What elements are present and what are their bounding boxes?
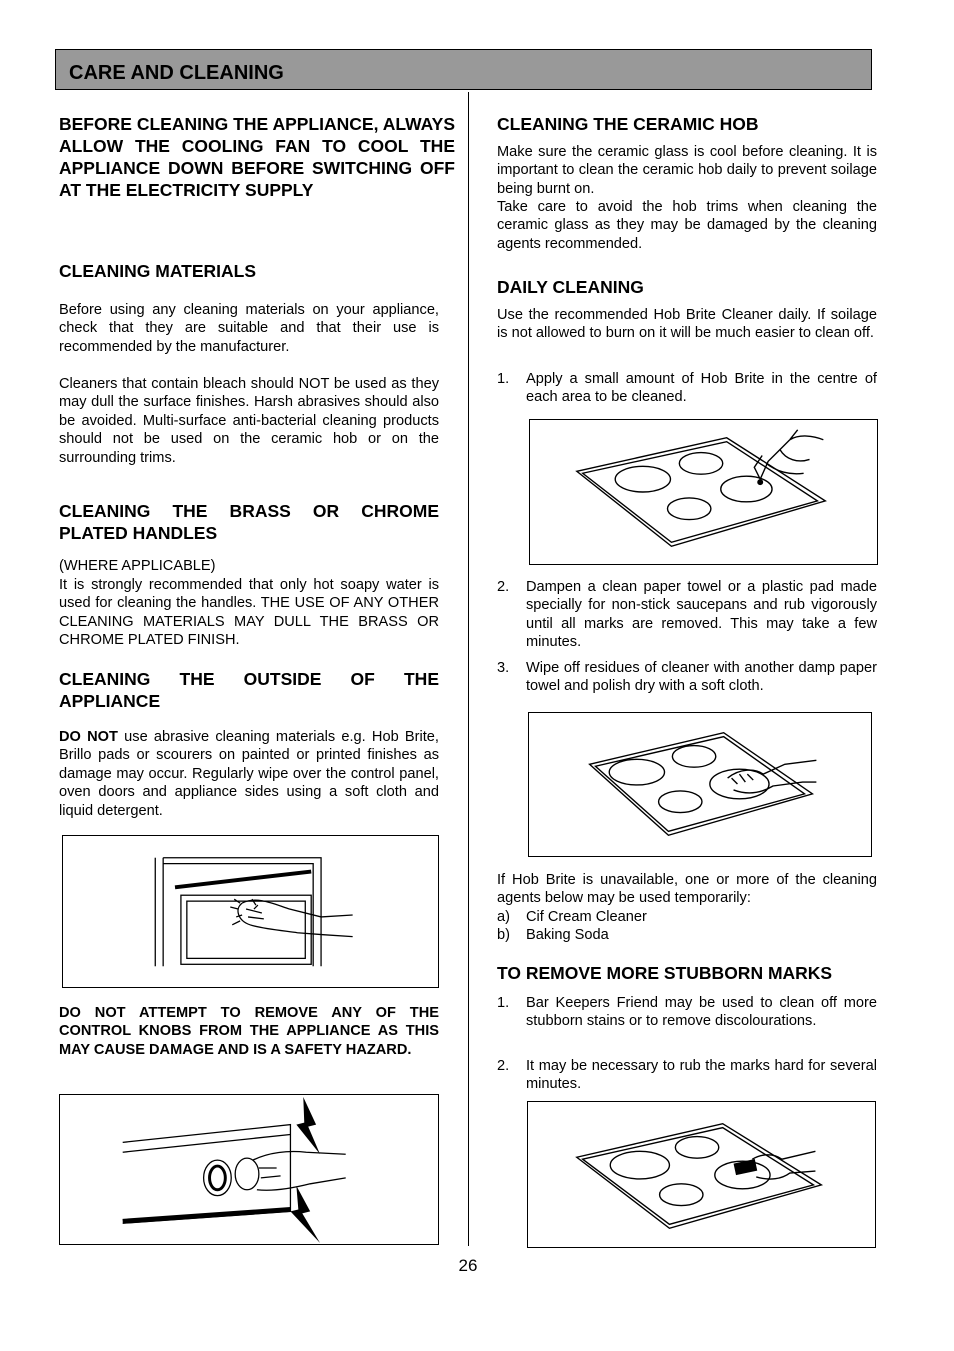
alternative-cleaner-b-label: b) <box>497 927 510 943</box>
stubborn-step-1 <box>497 994 877 1031</box>
cooling-fan-warning: BEFORE CLEANING THE APPLIANCE, ALWAYS ALLOW THE COOLING FAN TO COOL THE APPLIANCE DOWN BEFORE SWITCHING OFF AT THE ELECTRICITY SUPPLY <box>59 114 455 200</box>
daily-step-1-number: 1. <box>497 371 510 387</box>
alternative-cleaner-b-text: Baking Soda <box>526 927 609 943</box>
cleaning-materials-heading: CLEANING MATERIALS <box>59 261 257 281</box>
ceramic-hob-heading: CLEANING THE CERAMIC HOB <box>497 114 759 134</box>
hob-polish-illustration <box>528 712 872 857</box>
page-title: CARE AND CLEANING <box>69 62 284 84</box>
stubborn-step-1-text: Bar Keepers Friend may be used to clean off more stubborn stains or to remove discolourations. <box>526 995 877 1030</box>
alternative-cleaner-a-text: Cif Cream Cleaner <box>526 909 647 925</box>
do-not-emphasis: DO NOT <box>59 729 118 745</box>
daily-step-1 <box>497 370 877 407</box>
daily-step-3-text: Wipe off residues of cleaner with another damp paper towel and polish dry with a soft cloth. <box>526 660 877 695</box>
stubborn-step-2 <box>497 1057 877 1094</box>
outside-paragraph-text: use abrasive cleaning materials e.g. Hob Brite, Brillo pads or scourers on painted or printed finishes as damage may occur. Regularly wipe over the control panel, oven doors and appliance sides using a soft cloth and liquid detergent. <box>59 729 439 819</box>
alternative-cleaner-a <box>497 908 877 926</box>
daily-step-2 <box>497 578 877 652</box>
control-knobs-warning: DO NOT ATTEMPT TO REMOVE ANY OF THE CONTROL KNOBS FROM THE APPLIANCE AS THIS MAY CAUSE DAMAGE AND IS A SAFETY HAZARD. <box>59 1005 439 1058</box>
alternative-cleaners-intro: If Hob Brite is unavailable, one or more of the cleaning agents below may be used temporarily: <box>497 872 877 907</box>
stubborn-step-1-number: 1. <box>497 995 510 1011</box>
cleaning-materials-paragraph-1: Before using any cleaning materials on your appliance, check that they are suitable and that their use is recommended by the manufacturer. <box>59 302 439 355</box>
daily-cleaning-heading: DAILY CLEANING <box>497 277 644 297</box>
control-knob-hazard-illustration <box>59 1094 439 1245</box>
handles-heading: CLEANING THE BRASS OR CHROME PLATED HANDLES <box>59 501 439 543</box>
daily-step-3-number: 3. <box>497 660 510 676</box>
daily-step-1-text: Apply a small amount of Hob Brite in the centre of each area to be cleaned. <box>526 371 877 406</box>
oven-wipe-illustration <box>62 835 439 988</box>
cleaning-materials-paragraph-2: Cleaners that contain bleach should NOT be used as they may dull the surface finishes. Harsh abrasives should also be avoided. Multi-surface anti-bacterial cleaning products should not be used on the ceramic hob or on the surrounding trims. <box>59 376 439 466</box>
daily-step-2-number: 2. <box>497 579 510 595</box>
handles-note: (WHERE APPLICABLE) <box>59 558 216 574</box>
hob-scrub-illustration <box>527 1101 876 1248</box>
outside-paragraph <box>59 728 439 820</box>
ceramic-hob-paragraph-2: Take care to avoid the hob trims when cleaning the ceramic glass as they may be damaged by the cleaning agents recommended. <box>497 199 877 252</box>
daily-step-2-text: Dampen a clean paper towel or a plastic pad made specially for non-stick saucepans and rub vigorously until all marks are removed. This may take a few minutes. <box>526 579 877 651</box>
alternative-cleaner-b <box>497 926 877 944</box>
daily-step-3 <box>497 659 877 696</box>
stubborn-step-2-text: It may be necessary to rub the marks hard for several minutes. <box>526 1058 877 1093</box>
ceramic-hob-paragraph-1: Make sure the ceramic glass is cool before cleaning. It is important to clean the ceramic hob daily to prevent soilage being burnt on. <box>497 144 877 197</box>
alternative-cleaner-a-label: a) <box>497 909 510 925</box>
section-header <box>55 49 872 90</box>
stubborn-step-2-number: 2. <box>497 1058 510 1074</box>
outside-heading: CLEANING THE OUTSIDE OF THE APPLIANCE <box>59 669 439 711</box>
daily-cleaning-paragraph: Use the recommended Hob Brite Cleaner daily. If soilage is not allowed to burn on it will be much easier to clean off. <box>497 307 877 342</box>
handles-paragraph: It is strongly recommended that only hot soapy water is used for cleaning the handles. THE USE OF ANY OTHER CLEANING MATERIALS MAY DULL THE BRASS OR CHROME PLATED FINISH. <box>59 577 439 649</box>
column-divider <box>468 92 469 1246</box>
page-number: 26 <box>458 1256 478 1275</box>
hob-apply-cleaner-illustration <box>529 419 878 565</box>
stubborn-marks-heading: TO REMOVE MORE STUBBORN MARKS <box>497 963 833 983</box>
